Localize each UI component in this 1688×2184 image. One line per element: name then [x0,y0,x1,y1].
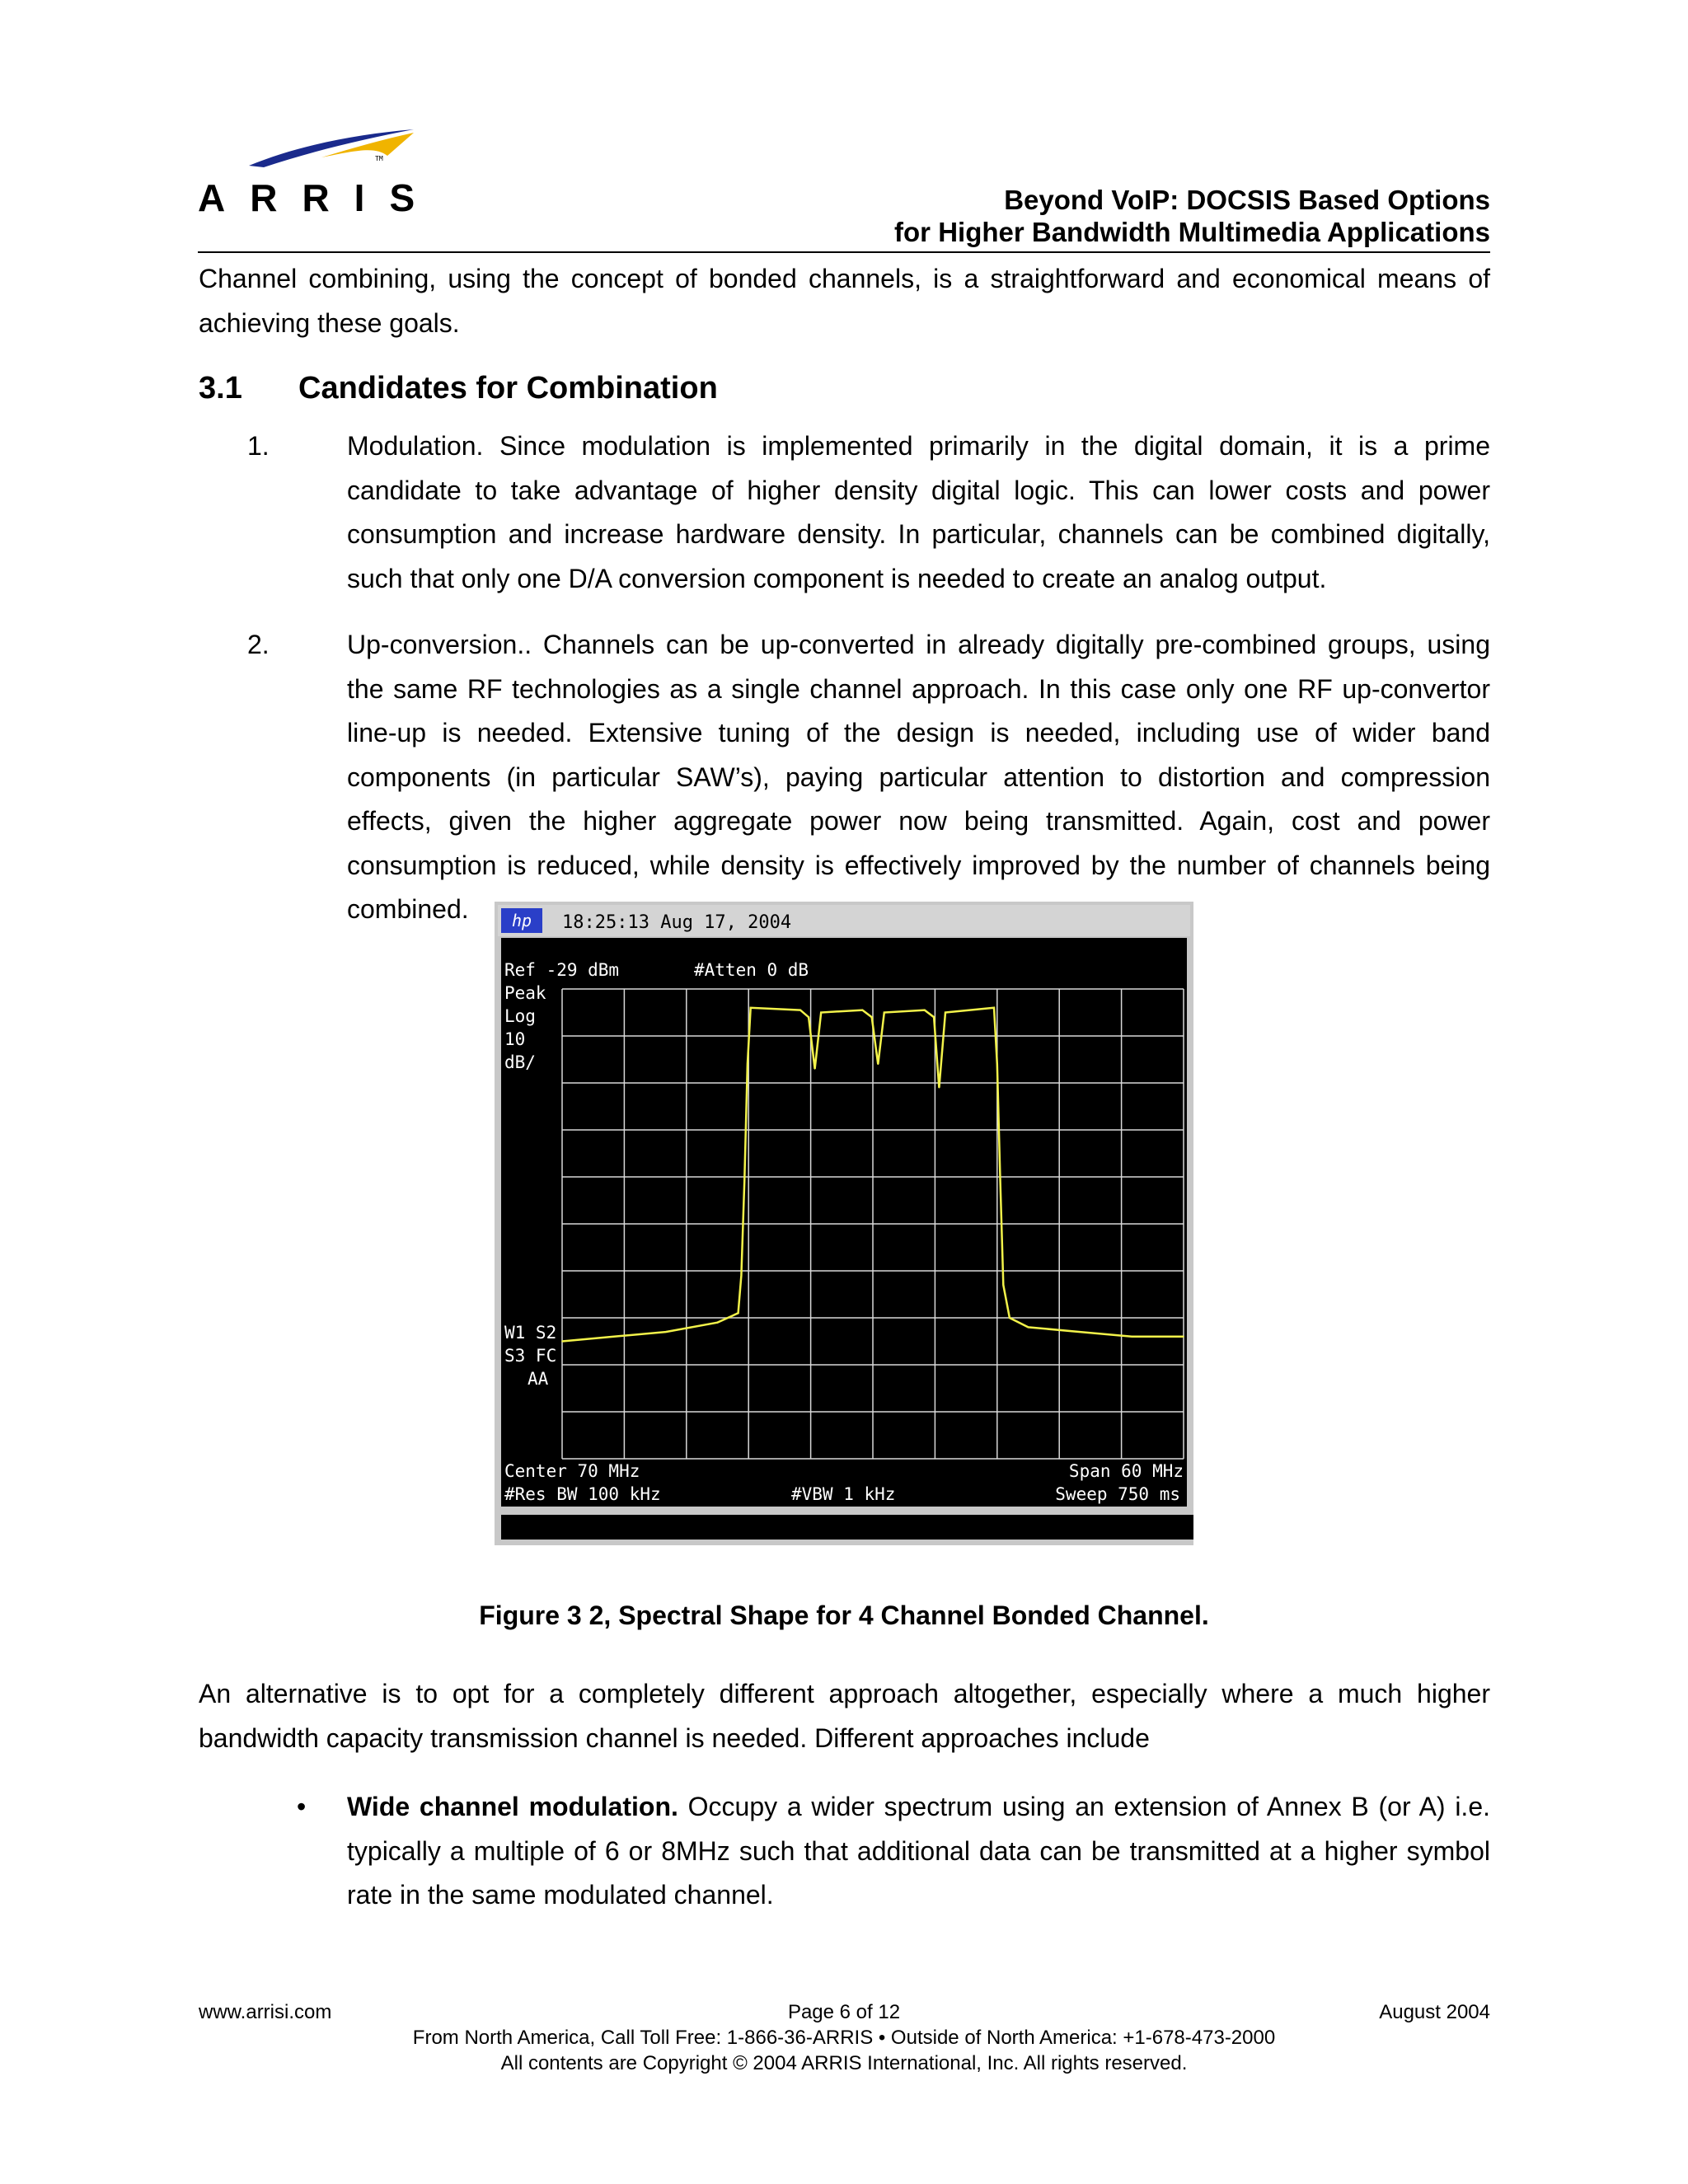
footer-copyright: All contents are Copyright © 2004 ARRIS International, Inc. All rights reserved. [500,2052,1188,2074]
hp-logo-text: hp [511,911,532,930]
intro-paragraph: Channel combining, using the concept of bonded channels, is a straightforward and economical means of achieving these goals. [199,264,1490,338]
header-title-line-2: for Higher Bandwidth Multimedia Applications [894,217,1490,247]
trace-point [799,1010,801,1011]
figure-caption: Figure 3 2, Spectral Shape for 4 Channel Bonded Channel. [479,1601,1209,1630]
bullet-item-body: Occupy a wider spectrum using an extension of Annex B (or A) i.e. typically a multiple of 6 or 8MHz such that additional data can be transmitted at a higher symbol rate in the same modulated channel. [347,1792,1491,1910]
spectrum-analyzer-display [495,902,1193,1545]
trace-point [717,1322,719,1324]
footer-date: August 2004 [1379,2001,1490,2023]
scale-value-label: 10 [504,1029,526,1049]
section-number: 3.1 [199,371,242,405]
alternative-paragraph: An alternative is to opt for a completely different approach altogether, especially where a much higher bandwidth capacity transmission channel is needed. Different approaches include [199,1679,1490,1753]
list-item-text: Up-conversion.. Channels can be up-converted in already digitally pre-combined groups, using the same RF technologies as a single channel approach. In this case only one RF up-convertor line-up is needed. Extensive tuning of the design is needed, including use of wider band components (in particular SAW’s), paying particular attention to distortion and compression effects, given the higher aggregate power now being transmitted. Again, cost and power consumption is reduced, while density is effectively improved by the number of channels being combined. [347,630,1490,924]
trace-point [561,1341,563,1343]
analyzer-softkey-strip [501,1515,1193,1540]
trace-point [820,1012,822,1014]
document-header-title [894,184,1490,248]
ref-level-label: Ref -29 dBm [504,960,620,980]
trace-point [814,1068,816,1070]
detector-label: Peak [504,983,546,1003]
trace-point [741,1275,743,1277]
trace-point [945,1012,946,1014]
footer-page-number: Page 6 of 12 [787,2001,901,2023]
trace-point [808,1016,809,1018]
arris-logo [198,128,440,219]
bullet-item-heading: Wide channel modulation. [347,1792,678,1821]
trace-point [884,1012,885,1014]
analyzer-timestamp: 18:25:13 Aug 17, 2004 [562,912,792,933]
list-item-text: Modulation. Since modulation is implemented primarily in the digital domain, it is a prime candidate to take advantage of higher density digital logic. This can lower costs and power consumption and increase hardware density. In particular, channels can be combined digitally, such that only one D/A conversion component is needed to create an analog output. [347,431,1490,593]
trace-flags-line-2: S3 FC [504,1346,557,1366]
trace-point [613,1336,615,1338]
section-title: Candidates for Combination [298,371,718,405]
vbw-label: #VBW 1 kHz [791,1484,896,1504]
trace-point [1000,1181,1001,1183]
analyzer-screen [501,938,1187,1507]
trace-point [1009,1317,1010,1319]
trace-point [1003,1284,1005,1286]
trace-point [665,1331,667,1333]
bullet-item-text [347,1785,1490,1918]
trace-point [862,1010,864,1011]
sweep-label: Sweep 750 ms [1055,1484,1180,1504]
center-frequency-label: Center 70 MHz [504,1461,640,1481]
trace-point [924,1010,926,1011]
footer-contact: From North America, Call Toll Free: 1-866-36-ARRIS • Outside of North America: +1-678-473-2000 [412,2027,1276,2049]
trace-point [993,1007,995,1009]
trace-point [996,1063,998,1065]
trace-point [1080,1331,1081,1333]
header-divider [198,251,1490,253]
arris-swoosh-icon [198,128,420,177]
spectrum-analyzer-figure [495,902,1193,1545]
header-title-line-1: Beyond VoIP: DOCSIS Based Options [1004,185,1490,215]
trace-point [750,1007,752,1009]
scale-unit-label: dB/ [504,1052,536,1072]
span-label: Span 60 MHz [1068,1461,1184,1481]
trace-point [738,1313,739,1315]
svg-text:TM: TM [375,155,383,162]
bullet-icon: • [297,1792,307,1821]
trace-point [878,1063,879,1065]
scale-type-label: Log [504,1006,536,1026]
footer-website: www.arrisi.com [199,2001,332,2023]
trace-point [743,1181,745,1183]
section-heading [199,371,718,406]
trace-point [871,1016,873,1018]
res-bw-label: #Res BW 100 kHz [504,1484,661,1504]
trace-point [747,1063,748,1065]
list-item-number: 1. [247,431,270,461]
trace-point [939,1087,940,1089]
trace-point [1131,1336,1132,1338]
trace-point [1183,1336,1184,1338]
list-item-number: 2. [247,630,270,659]
logo-wordmark: ARRIS [198,176,440,219]
trace-point [1028,1327,1029,1329]
atten-label: #Atten 0 dB [694,960,809,980]
trace-point [933,1016,935,1018]
trace-flags-line-3: AA [528,1369,549,1389]
trace-flags-line-1: W1 S2 [504,1323,557,1343]
